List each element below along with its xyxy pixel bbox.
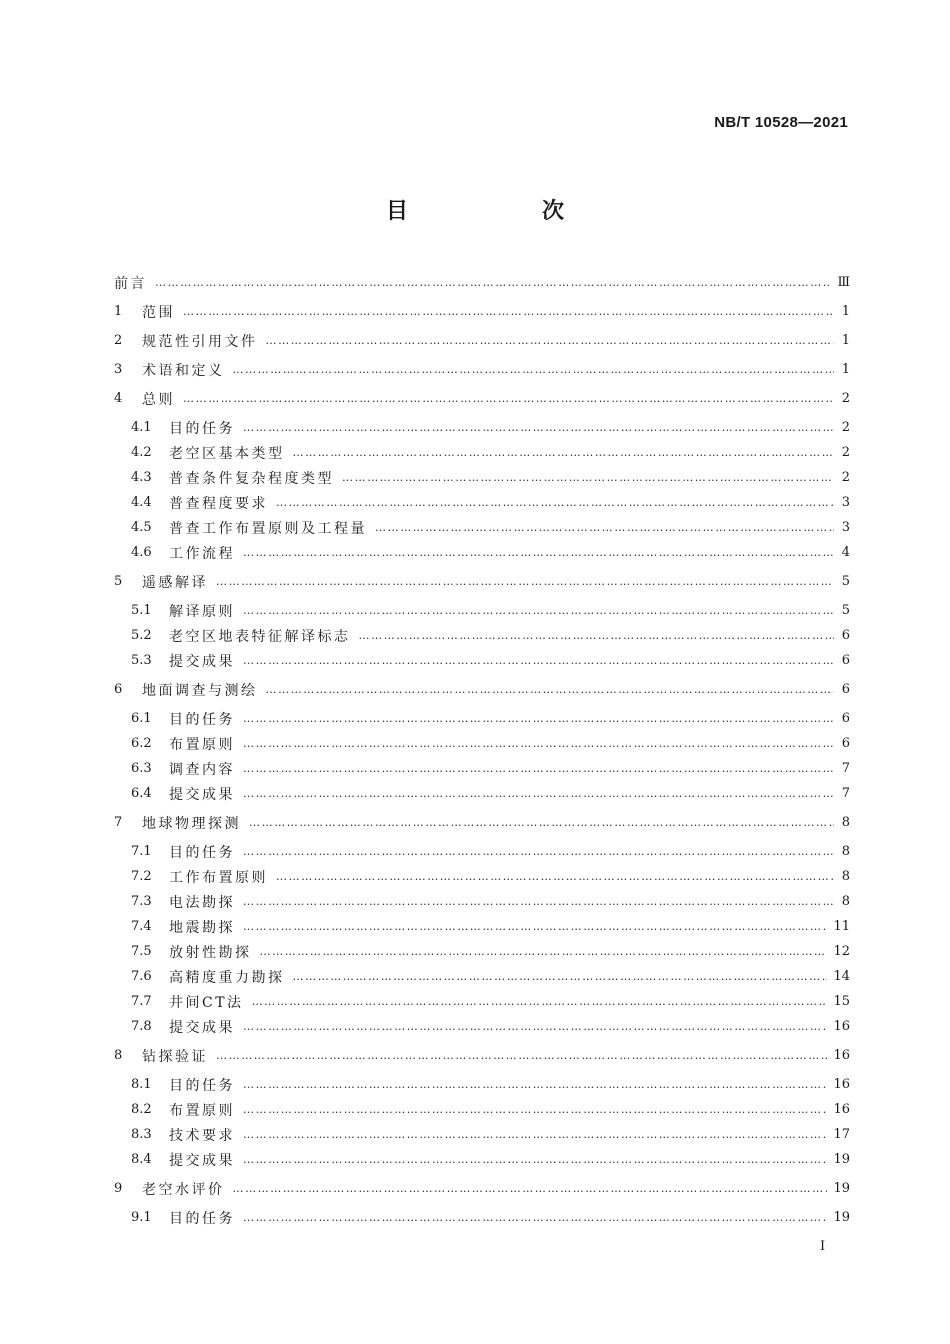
toc-entry-page: 16 (833, 1077, 850, 1092)
toc-entry[interactable] (114, 1014, 850, 1039)
toc-entry-page: 19 (833, 1210, 850, 1225)
toc-entry-number: 9.1 (131, 1210, 152, 1225)
toc-entry-number: 7.3 (131, 894, 152, 909)
toc-entry-page: 1 (841, 304, 850, 319)
toc-entry-label: 提交成果 (169, 786, 235, 803)
toc-entry-page: 2 (841, 470, 850, 485)
toc-entry-page: 2 (841, 391, 850, 406)
toc-entry-number: 6.2 (131, 736, 152, 751)
toc-leader-dots (243, 845, 834, 858)
toc-entry-label: 术语和定义 (142, 362, 225, 379)
toc-entry-label: 提交成果 (169, 1152, 235, 1169)
toc-entry-number: 7.7 (131, 994, 152, 1009)
toc-leader-dots (243, 920, 827, 933)
toc-entry[interactable] (114, 1043, 850, 1068)
toc-entry[interactable] (114, 1122, 850, 1147)
page-title: 目 次 (385, 199, 620, 224)
toc-leader-dots (342, 471, 834, 484)
toc-entry[interactable] (114, 569, 850, 594)
toc-entry-label: 目的任务 (169, 711, 235, 728)
toc-entry-label: 布置原则 (169, 736, 235, 753)
toc-leader-dots (243, 762, 834, 775)
toc-entry[interactable] (114, 864, 850, 889)
toc-leader-dots (243, 712, 834, 725)
toc-entry[interactable] (114, 598, 850, 623)
toc-leader-dots (243, 1020, 827, 1033)
toc-entry-label: 总则 (142, 391, 175, 408)
toc-entry-number: 4.3 (131, 470, 152, 485)
toc-entry-label: 目的任务 (169, 420, 235, 437)
toc-entry-label: 地面调查与测绘 (142, 682, 258, 699)
toc-entry-label: 目的任务 (169, 1077, 235, 1094)
toc-entry-label: 前言 (114, 275, 147, 292)
toc-entry-page: 1 (841, 333, 850, 348)
toc-entry[interactable] (114, 889, 850, 914)
toc-entry-label: 井间CT法 (169, 994, 244, 1011)
toc-entry[interactable] (114, 706, 850, 731)
toc-entry-page: 2 (841, 445, 850, 460)
toc-entry-label: 高精度重力勘探 (169, 969, 285, 986)
toc-entry-page: 14 (833, 969, 850, 984)
toc-entry[interactable] (114, 964, 850, 989)
toc-entry-label: 提交成果 (169, 1019, 235, 1036)
toc-leader-dots (359, 629, 835, 642)
toc-entry-label: 普查程度要求 (169, 495, 268, 512)
toc-entry-number: 4.5 (131, 520, 152, 535)
toc-entry-page: 6 (841, 711, 850, 726)
toc-entry[interactable] (114, 1176, 850, 1201)
toc-entry-number: 5 (114, 574, 123, 589)
toc-entry-page: 15 (833, 994, 850, 1009)
toc-entry-number: 7.8 (131, 1019, 152, 1034)
toc-entry-label: 范围 (142, 304, 175, 321)
toc-entry-page: 7 (841, 786, 850, 801)
toc-leader-dots (260, 945, 828, 958)
toc-entry-label: 钻探验证 (142, 1048, 208, 1065)
toc-entry[interactable] (114, 839, 850, 864)
toc-leader-dots (243, 1078, 827, 1091)
toc-leader-dots (252, 995, 828, 1008)
toc-entry-page: 3 (841, 520, 850, 535)
toc-entry-page: 1 (841, 362, 850, 377)
toc-entry-number: 7 (114, 815, 123, 830)
toc-entry-number: 7.4 (131, 919, 152, 934)
toc-entry-page: 8 (841, 815, 850, 830)
toc-entry[interactable] (114, 810, 850, 835)
toc-leader-dots (293, 446, 835, 459)
toc-entry-number: 4.2 (131, 445, 152, 460)
toc-entry-label: 放射性勘探 (169, 944, 252, 961)
toc-entry-page: 6 (841, 682, 850, 697)
toc-leader-dots (249, 816, 834, 829)
toc-entry-page: 6 (841, 653, 850, 668)
toc-entry[interactable] (114, 490, 850, 515)
toc-leader-dots (183, 305, 834, 318)
toc-leader-dots (243, 737, 834, 750)
toc-entry[interactable] (114, 328, 850, 353)
toc-entry[interactable] (114, 299, 850, 324)
toc-entry-page: Ⅲ (837, 275, 850, 290)
toc-entry-number: 7.5 (131, 944, 152, 959)
toc-entry-page: 5 (841, 574, 850, 589)
toc-leader-dots (183, 392, 834, 405)
toc-leader-dots (266, 334, 835, 347)
toc-entry-label: 普查工作布置原则及工程量 (169, 520, 367, 537)
toc-entry-number: 7.2 (131, 869, 152, 884)
toc-entry-page: 8 (841, 869, 850, 884)
toc-entry-page: 19 (833, 1181, 850, 1196)
toc-entry[interactable] (114, 756, 850, 781)
toc-entry-number: 8.4 (131, 1152, 152, 1167)
toc-entry-label: 老空区基本类型 (169, 445, 285, 462)
toc-leader-dots (243, 604, 834, 617)
toc-entry-label: 解译原则 (169, 603, 235, 620)
toc-entry-number: 6.4 (131, 786, 152, 801)
toc-entry-page: 8 (841, 894, 850, 909)
toc-entry-page: 3 (841, 495, 850, 510)
toc-entry-page: 16 (833, 1102, 850, 1117)
toc-entry-label: 工作流程 (169, 545, 235, 562)
toc-leader-dots (375, 521, 834, 534)
standard-code: NB/T 10528—2021 (714, 114, 848, 131)
toc-leader-dots (243, 546, 834, 559)
toc-entry[interactable] (114, 648, 850, 673)
toc-entry-number: 9 (114, 1181, 123, 1196)
toc-leader-dots (266, 683, 835, 696)
toc-entry-page: 19 (833, 1152, 850, 1167)
toc-entry-page: 4 (841, 545, 850, 560)
toc-entry-label: 目的任务 (169, 844, 235, 861)
toc-entry-number: 2 (114, 333, 123, 348)
toc-leader-dots (243, 1128, 827, 1141)
toc-leader-dots (243, 895, 834, 908)
toc-entry-label: 目的任务 (169, 1210, 235, 1227)
toc-leader-dots (276, 496, 834, 509)
toc-entry-number: 5.1 (131, 603, 152, 618)
toc-entry-label: 老空区地表特征解译标志 (169, 628, 351, 645)
toc-leader-dots (243, 1211, 827, 1224)
toc-entry-label: 遥感解译 (142, 574, 208, 591)
toc-leader-dots (233, 1182, 828, 1195)
toc-entry-page: 11 (833, 919, 850, 934)
toc-leader-dots (243, 421, 834, 434)
toc-entry-label: 工作布置原则 (169, 869, 268, 886)
toc-leader-dots (243, 1103, 827, 1116)
toc-entry-number: 8.1 (131, 1077, 152, 1092)
toc-entry[interactable] (114, 386, 850, 411)
toc-leader-dots (243, 787, 834, 800)
toc-entry-page: 16 (833, 1048, 850, 1063)
toc-leader-dots (276, 870, 834, 883)
toc-leader-dots (293, 970, 828, 983)
toc-entry[interactable] (114, 415, 850, 440)
toc-entry-page: 12 (833, 944, 850, 959)
toc-entry[interactable] (114, 540, 850, 565)
toc-entry[interactable] (114, 914, 850, 939)
page-number: I (820, 1239, 826, 1254)
toc-entry-label: 地球物理探测 (142, 815, 241, 832)
toc-entry-number: 1 (114, 304, 123, 319)
toc-entry[interactable] (114, 357, 850, 382)
toc-entry-page: 8 (841, 844, 850, 859)
toc-entry[interactable] (114, 440, 850, 465)
toc-leader-dots (243, 1153, 827, 1166)
toc-entry-number: 4.6 (131, 545, 152, 560)
toc-leader-dots (216, 575, 834, 588)
toc-entry-number: 4 (114, 391, 123, 406)
toc-entry[interactable] (114, 1097, 850, 1122)
toc-entry-page: 16 (833, 1019, 850, 1034)
toc-entry[interactable] (114, 270, 850, 295)
toc-entry[interactable] (114, 515, 850, 540)
toc-entry[interactable] (114, 781, 850, 806)
toc-entry-number: 5.3 (131, 653, 152, 668)
toc-entry-label: 电法勘探 (169, 894, 235, 911)
toc-entry[interactable] (114, 677, 850, 702)
toc-leader-dots (216, 1049, 827, 1062)
toc-entry-number: 6.3 (131, 761, 152, 776)
toc-entry[interactable] (114, 1072, 850, 1097)
toc-leader-dots (155, 276, 831, 289)
toc-entry-number: 7.1 (131, 844, 152, 859)
toc-entry[interactable] (114, 939, 850, 964)
toc-entry-label: 普查条件复杂程度类型 (169, 470, 334, 487)
toc-entry-page: 2 (841, 420, 850, 435)
toc-entry-label: 布置原则 (169, 1102, 235, 1119)
toc-entry-label: 地震勘探 (169, 919, 235, 936)
toc-entry-page: 6 (841, 736, 850, 751)
toc-entry[interactable] (114, 465, 850, 490)
toc-entry-page: 5 (841, 603, 850, 618)
toc-entry-number: 5.2 (131, 628, 152, 643)
toc-entry-label: 老空水评价 (142, 1181, 225, 1198)
toc-entry-label: 技术要求 (169, 1127, 235, 1144)
toc-entry-label: 提交成果 (169, 653, 235, 670)
toc-entry-page: 6 (841, 628, 850, 643)
toc-entry[interactable] (114, 623, 850, 648)
toc-entry-number: 4.1 (131, 420, 152, 435)
toc-entry[interactable] (114, 1205, 850, 1230)
toc-entry-number: 3 (114, 362, 123, 377)
toc-entry-number: 4.4 (131, 495, 152, 510)
toc-entry[interactable] (114, 1147, 850, 1172)
toc-entry-number: 6 (114, 682, 123, 697)
toc-entry-number: 7.6 (131, 969, 152, 984)
toc-entry-number: 8.3 (131, 1127, 152, 1142)
toc-entry[interactable] (114, 989, 850, 1014)
toc-entry[interactable] (114, 731, 850, 756)
toc-entry-number: 8.2 (131, 1102, 152, 1117)
toc-entry-number: 8 (114, 1048, 123, 1063)
toc-leader-dots (233, 363, 835, 376)
toc-entry-number: 6.1 (131, 711, 152, 726)
toc-entry-page: 17 (833, 1127, 850, 1142)
toc-entry-label: 规范性引用文件 (142, 333, 258, 350)
toc-entry-label: 调查内容 (169, 761, 235, 778)
toc-leader-dots (243, 654, 834, 667)
toc-entry-page: 7 (841, 761, 850, 776)
